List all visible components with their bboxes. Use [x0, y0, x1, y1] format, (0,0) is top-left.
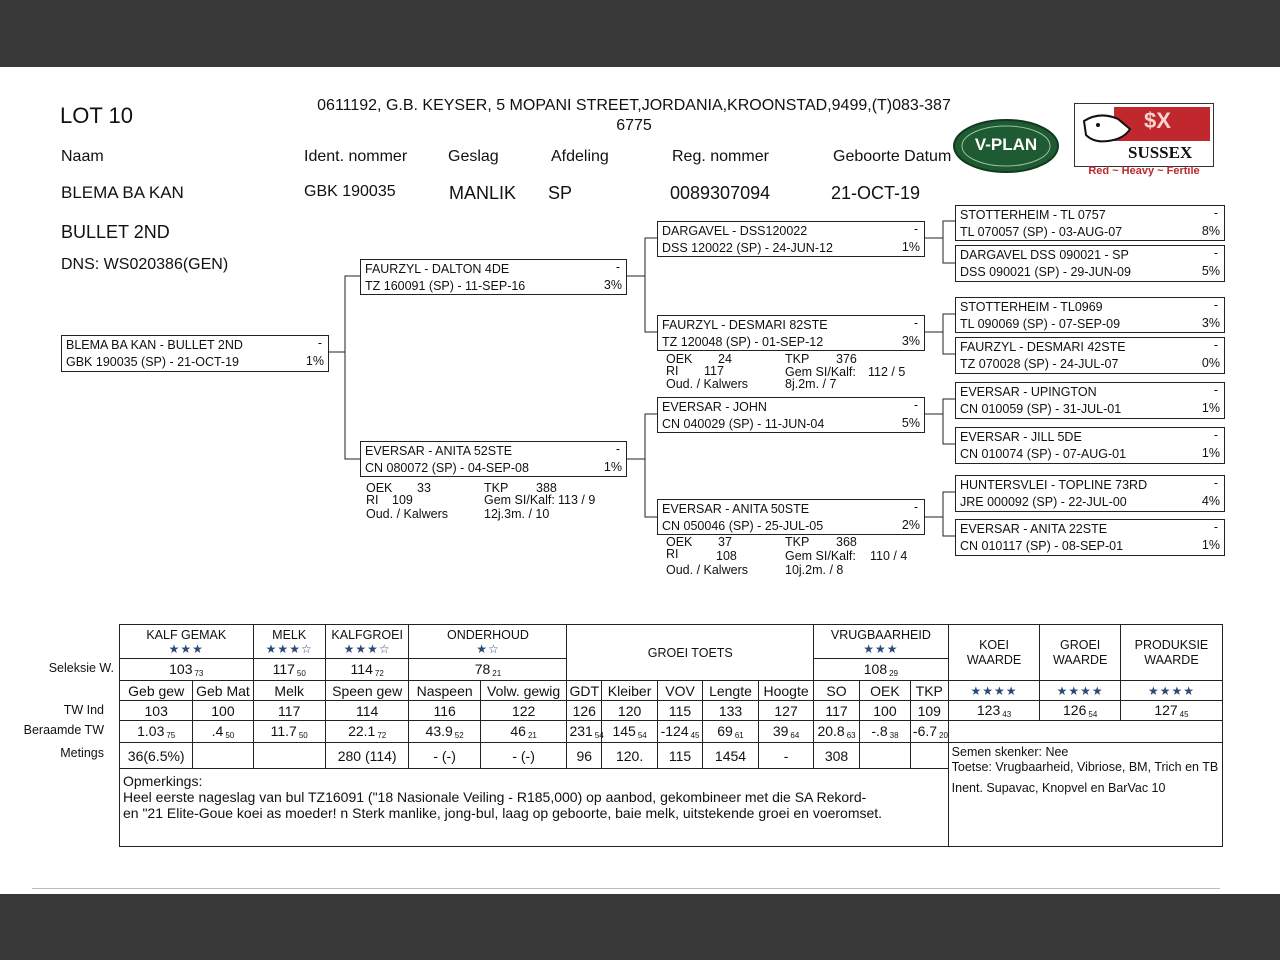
animal-reg: 0089307094	[670, 183, 771, 203]
produksie-waarde-stars-icon: ★★★★	[1120, 681, 1222, 701]
beraamde-sub: 75	[166, 731, 176, 740]
beraamde-cell	[253, 721, 325, 743]
metings-cell: - (-)	[409, 743, 480, 769]
header-geboorte: Geboorte Datum	[833, 148, 952, 165]
gg1-pct: 8%	[1201, 224, 1220, 238]
beraamde-value: 39	[772, 723, 789, 739]
beraamde-empty	[948, 721, 1222, 743]
pedigree-gg-2	[955, 245, 1225, 282]
twind-cell: 116	[409, 701, 480, 721]
pedigree-gg-7	[955, 475, 1225, 512]
sussex-tagline: Red ~ Heavy ~ Fertile	[1088, 165, 1200, 177]
header-naam: Naam	[61, 148, 104, 165]
gg5-name: EVERSAR - UPINGTON	[960, 385, 1097, 399]
dam-tkp-label: TKP	[484, 481, 509, 495]
beraamde-sub: 38	[889, 731, 899, 740]
beraamde-sub: 63	[846, 731, 856, 740]
stats-dam	[366, 481, 626, 523]
groei-label-2: WAARDE	[1052, 652, 1108, 667]
dam-ri-label: RI	[366, 493, 379, 507]
gg5-pct: 1%	[1201, 401, 1220, 415]
col-geb-gew: Geb gew	[120, 681, 193, 701]
gg2-dash: -	[1213, 246, 1218, 260]
twind-cell: 120	[602, 701, 658, 721]
gg8-name: EVERSAR - ANITA 22STE	[960, 522, 1108, 536]
pedigree-sire	[360, 259, 627, 295]
dam-oek-value: 33	[417, 481, 431, 495]
gg4-id: TZ 070028 (SP) - 24-JUL-07	[960, 357, 1119, 371]
group-groei-toets	[567, 625, 814, 681]
dam-name: EVERSAR - ANITA 52STE	[365, 444, 513, 458]
beraamde-value: 20.8	[817, 723, 845, 739]
gg2-id: DSS 090021 (SP) - 29-JUN-09	[960, 265, 1131, 279]
dd-pct: 2%	[901, 518, 920, 532]
beraamde-sub: 72	[377, 731, 387, 740]
beraamde-value: 22.1	[348, 723, 376, 739]
beraamde-sub: 64	[790, 731, 800, 740]
metings-cell	[253, 743, 325, 769]
gg5-dash: -	[1213, 383, 1218, 397]
col-tkp: TKP	[910, 681, 948, 701]
sussex-sx-mark: $X	[1144, 108, 1171, 133]
groei-label-1: GROEI	[1060, 637, 1101, 652]
beraamde-value: .4	[211, 723, 224, 739]
gg8-dash: -	[1213, 520, 1218, 534]
col-speen-gew: Speen gew	[325, 681, 409, 701]
subject-name: BLEMA BA KAN - BULLET 2ND	[66, 338, 243, 352]
pedigree-gg-4	[955, 337, 1225, 374]
gg8-id: CN 010117 (SP) - 08-SEP-01	[960, 539, 1124, 553]
twind-groei-sub: 54	[1088, 710, 1098, 719]
metings-cell: -	[759, 743, 814, 769]
col-hoogte: Hoogte	[759, 681, 814, 701]
gg6-id: CN 010074 (SP) - 07-AUG-01	[960, 447, 1127, 461]
dd-dash: -	[913, 500, 918, 514]
twind-cell: 127	[759, 701, 814, 721]
beraamde-cell	[702, 721, 758, 743]
animal-afdeling: SP	[548, 183, 573, 203]
pedigree-dam-sire	[657, 397, 925, 433]
gg7-name: HUNTERSVLEI - TOPLINE 73RD	[960, 478, 1148, 492]
beraamde-cell	[120, 721, 193, 743]
gg6-pct: 1%	[1201, 446, 1220, 460]
toetse-note: Toetse: Vrugbaarheid, Vibriose, BM, Trich en TB	[951, 760, 1219, 774]
group-vrugbaarheid	[814, 625, 949, 659]
dd-oek-value: 37	[718, 535, 732, 549]
twind-cell: 100	[193, 701, 253, 721]
seleksie-ond-value: 78	[474, 661, 491, 677]
twind-cell: 115	[658, 701, 703, 721]
lot-number: LOT 10	[60, 103, 133, 128]
beraamde-value: 43.9	[425, 723, 453, 739]
beraamde-value: 11.7	[270, 723, 297, 739]
header-ident: Ident. nommer	[304, 148, 408, 165]
dam-id: CN 080072 (SP) - 04-SEP-08	[365, 461, 529, 475]
opmerkings-line-2: en "21 Elite-Goue koei as moeder! n Sterk manlike, jong-bul, laag op geboorte, baie melk, uitstekende groei en voeromset.	[123, 805, 883, 821]
sd-oek-label: OEK	[666, 352, 693, 366]
melk-group-label: MELK	[272, 627, 307, 642]
pedigree-gg-6	[955, 427, 1225, 464]
metings-cell: 280 (114)	[325, 743, 409, 769]
seleksie-vrug-sub: 29	[889, 669, 899, 678]
dd-gem-value: 110 / 4	[870, 549, 908, 563]
ss-name: DARGAVEL - DSS120022	[662, 224, 808, 238]
gg6-dash: -	[1213, 428, 1218, 442]
beraamde-value: 1.03	[137, 723, 165, 739]
seleksie-kg-value: 114	[350, 661, 373, 677]
seleksie-ond-sub: 21	[492, 669, 502, 678]
dam-gem-value: 113 / 9	[558, 493, 596, 507]
beraamde-value: 69	[717, 723, 733, 739]
row-label-seleksie: Seleksie W.	[48, 661, 114, 675]
metings-cell: 120.	[602, 743, 658, 769]
dam-ri-value: 109	[392, 493, 413, 507]
sd-ri-label: RI	[666, 364, 679, 378]
sussex-name: SUSSEX	[1128, 143, 1193, 162]
group-produksie-waarde	[1120, 625, 1222, 681]
col-kleiber: Kleiber	[602, 681, 658, 701]
sire-pct: 3%	[603, 278, 622, 292]
twind-koei-value: 123	[976, 702, 1001, 718]
koei-label-1: KOEI	[979, 637, 1009, 652]
beraamde-cell	[658, 721, 703, 743]
seleksie-melk-sub: 50	[296, 669, 306, 678]
metings-cell	[859, 743, 910, 769]
seleksie-melk	[253, 659, 325, 681]
row-label-metings: Metings	[60, 746, 104, 760]
sire-dash: -	[615, 260, 620, 274]
sd-tkp-label: TKP	[785, 352, 810, 366]
col-vov: VOV	[658, 681, 703, 701]
semen-note: Semen skenker: Nee	[951, 745, 1069, 759]
dam-oud-label: Oud. / Kalwers	[366, 507, 448, 521]
dam-dash: -	[615, 442, 620, 456]
row-label-beraamde: Beraamde TW	[23, 723, 104, 737]
twind-cell: 133	[702, 701, 758, 721]
metings-cell	[910, 743, 948, 769]
kalfgroei-stars-icon: ★★★☆	[343, 641, 391, 656]
pedigree-dam-dam	[657, 499, 925, 535]
group-groei-waarde	[1040, 625, 1121, 681]
sd-gem-label: Gem SI/Kalf:	[785, 365, 856, 379]
beraamde-sub: 61	[734, 731, 744, 740]
gg7-id: JRE 000092 (SP) - 22-JUL-00	[960, 495, 1127, 509]
ss-id: DSS 120022 (SP) - 24-JUN-12	[662, 241, 833, 255]
gg4-pct: 0%	[1201, 356, 1220, 370]
onderhoud-stars-icon: ★☆	[476, 641, 500, 656]
twind-row	[120, 701, 1223, 721]
opmerkings-label: Opmerkings:	[123, 773, 203, 789]
gg3-name: STOTTERHEIM - TL0969	[960, 300, 1103, 314]
opmerkings-panel	[120, 769, 949, 847]
pedigree-gg-8	[955, 519, 1225, 556]
beraamde-value: -6.7	[912, 723, 938, 739]
twind-groei	[1040, 701, 1121, 721]
gg7-dash: -	[1213, 476, 1218, 490]
header-afdeling: Afdeling	[551, 148, 609, 165]
sd-oud-label: Oud. / Kalwers	[666, 377, 748, 391]
animal-ident: GBK 190035	[304, 183, 396, 200]
pedigree-dam	[360, 441, 627, 477]
column-header-row	[120, 681, 1223, 701]
gg2-name: DARGAVEL DSS 090021 - SP	[960, 248, 1129, 262]
gg3-pct: 3%	[1201, 316, 1220, 330]
beraamde-cell	[814, 721, 860, 743]
dam-gem-label: Gem SI/Kalf:	[484, 493, 555, 507]
group-kalf-gemak	[120, 625, 254, 659]
metings-cell: 36(6.5%)	[120, 743, 193, 769]
subject-id: GBK 190035 (SP) - 21-OCT-19	[66, 355, 239, 369]
gg7-pct: 4%	[1201, 494, 1220, 508]
subject-pct: 1%	[305, 354, 324, 368]
beraamde-value: -.8	[871, 723, 888, 739]
gg3-dash: -	[1213, 298, 1218, 312]
sd-tkp-value: 376	[836, 352, 857, 366]
inent-note: Inent. Supavac, Knopvel en BarVac 10	[951, 781, 1166, 795]
ss-pct: 1%	[901, 240, 920, 254]
pedigree-sire-sire	[657, 221, 925, 257]
dd-gem-label: Gem SI/Kalf:	[785, 549, 856, 563]
twind-cell: 126	[567, 701, 602, 721]
dd-ri-label: RI	[666, 547, 679, 561]
header-reg: Reg. nommer	[672, 148, 769, 165]
seleksie-kalf	[120, 659, 254, 681]
col-so: SO	[814, 681, 860, 701]
beraamde-cell	[480, 721, 567, 743]
twind-produksie	[1120, 701, 1222, 721]
beraamde-cell	[759, 721, 814, 743]
pedigree-sire-dam	[657, 315, 925, 351]
beraamde-cell	[409, 721, 480, 743]
sd-id: TZ 120048 (SP) - 01-SEP-12	[662, 335, 824, 349]
metings-cell: 115	[658, 743, 703, 769]
seleksie-melk-value: 117	[272, 661, 295, 677]
beraamde-row	[120, 721, 1223, 743]
seleksie-kalf-sub: 73	[194, 669, 204, 678]
seleksie-vrug-value: 108	[863, 661, 888, 677]
beraamde-sub: 50	[225, 731, 235, 740]
sire-name: FAURZYL - DALTON 4DE	[365, 262, 510, 276]
twind-koei-sub: 43	[1002, 710, 1012, 719]
twind-cell: 114	[325, 701, 409, 721]
gg1-dash: -	[1213, 206, 1218, 220]
kalf-gemak-label: KALF GEMAK	[146, 627, 227, 642]
ds-pct: 5%	[901, 416, 920, 430]
sire-id: TZ 160091 (SP) - 11-SEP-16	[365, 279, 526, 293]
sd-oek-value: 24	[718, 352, 732, 366]
dd-tkp-value: 368	[836, 535, 857, 549]
group-koei-waarde	[948, 625, 1040, 681]
koei-waarde-stars-icon: ★★★★	[948, 681, 1040, 701]
vrugbaarheid-stars-icon: ★★★	[863, 641, 899, 656]
gg3-id: TL 090069 (SP) - 07-SEP-09	[960, 317, 1121, 331]
seleksie-kalfgroei	[325, 659, 409, 681]
animal-dns: DNS: WS020386(GEN)	[61, 256, 229, 273]
beraamde-cell	[567, 721, 602, 743]
row-label-twind: TW Ind	[63, 703, 104, 717]
sd-ok-value: 8j.2m. / 7	[785, 377, 837, 391]
ds-id: CN 040029 (SP) - 11-JUN-04	[662, 417, 825, 431]
dam-tkp-value: 388	[536, 481, 557, 495]
gg2-pct: 5%	[1201, 264, 1220, 278]
twind-produksie-sub: 45	[1179, 710, 1189, 719]
breeding-values-table	[119, 624, 1223, 847]
col-lengte: Lengte	[702, 681, 758, 701]
melk-stars-icon: ★★★☆	[265, 641, 313, 656]
beraamde-cell	[193, 721, 253, 743]
pedigree-subject	[61, 335, 329, 372]
seleksie-onderhoud	[409, 659, 567, 681]
dd-name: EVERSAR - ANITA 50STE	[662, 502, 810, 516]
metings-row	[120, 743, 1223, 769]
animal-name2: BULLET 2ND	[61, 222, 170, 242]
col-volw-gewig: Volw. gewig	[480, 681, 567, 701]
koei-label-2: WAARDE	[966, 652, 1022, 667]
col-gdt: GDT	[567, 681, 602, 701]
beraamde-cell	[910, 721, 948, 743]
pedigree-gg-3	[955, 297, 1225, 333]
animal-geslag: MANLIK	[449, 183, 517, 203]
twind-cell: 122	[480, 701, 567, 721]
dam-ok-value: 12j.3m. / 10	[484, 507, 550, 521]
onderhoud-label: ONDERHOUD	[446, 627, 529, 642]
beraamde-value: 231	[569, 723, 593, 739]
kalf-gemak-stars-icon: ★★★	[168, 641, 204, 656]
beraamde-cell	[325, 721, 409, 743]
dd-oud-label: Oud. / Kalwers	[666, 563, 748, 577]
metings-cell: 308	[814, 743, 860, 769]
sd-pct: 3%	[901, 334, 920, 348]
kalfgroei-label: KALFGROEI	[331, 627, 403, 642]
pedigree-gg-5	[955, 382, 1225, 419]
ss-dash: -	[913, 222, 918, 236]
ds-dash: -	[913, 398, 918, 412]
col-naspeen: Naspeen	[409, 681, 480, 701]
twind-cell: 117	[253, 701, 325, 721]
seleksie-kalf-value: 103	[169, 661, 193, 677]
gg1-id: TL 070057 (SP) - 03-AUG-07	[960, 225, 1123, 239]
beraamde-sub: 20	[939, 731, 948, 740]
dd-id: CN 050046 (SP) - 25-JUL-05	[662, 519, 824, 533]
sd-gem-value: 112 / 5	[868, 365, 906, 379]
twind-cell: 117	[814, 701, 860, 721]
beraamde-value: -124	[660, 723, 689, 739]
stats-sire-dam	[666, 352, 926, 394]
owner-line-1: 0611192, G.B. KEYSER, 5 MOPANI STREET,JORDANIA,KROONSTAD,9499,(T)083-387	[317, 97, 951, 114]
group-kalfgroei	[325, 625, 409, 659]
vrugbaarheid-label: VRUGBAARHEID	[830, 627, 931, 642]
dd-oek-label: OEK	[666, 535, 693, 549]
beraamde-cell	[602, 721, 658, 743]
beraamde-sub: 54	[637, 731, 647, 740]
dam-oek-label: OEK	[366, 481, 393, 495]
groei-waarde-stars-icon: ★★★★	[1040, 681, 1121, 701]
beraamde-sub: 54	[594, 731, 604, 740]
beraamde-value: 145	[612, 723, 636, 739]
twind-cell: 109	[910, 701, 948, 721]
metings-cell: 96	[567, 743, 602, 769]
stats-dam-dam	[666, 535, 926, 577]
metings-cell: 1454	[702, 743, 758, 769]
seleksie-vrugbaarheid	[814, 659, 949, 681]
sd-name: FAURZYL - DESMARI 82STE	[662, 318, 828, 332]
notes-panel	[948, 743, 1222, 847]
col-melk: Melk	[253, 681, 325, 701]
animal-geboorte: 21-OCT-19	[831, 183, 921, 203]
beraamde-value: 46	[510, 723, 526, 739]
seleksie-kg-sub: 72	[374, 669, 384, 678]
produksie-label-1: PRODUKSIE	[1134, 637, 1209, 652]
gg4-dash: -	[1213, 338, 1218, 352]
gg1-name: STOTTERHEIM - TL 0757	[960, 208, 1106, 222]
col-oek: OEK	[859, 681, 910, 701]
twind-koei	[948, 701, 1040, 721]
beraamde-sub: 45	[690, 731, 700, 740]
owner-line-2: 6775	[616, 117, 652, 134]
pedigree-gg-1	[955, 205, 1225, 241]
metings-cell	[193, 743, 253, 769]
subject-dash: -	[317, 336, 322, 350]
beraamde-sub: 21	[527, 731, 537, 740]
sd-ri-value: 117	[704, 364, 724, 378]
twind-produksie-value: 127	[1154, 702, 1178, 718]
beraamde-sub: 50	[298, 731, 308, 740]
metings-cell: - (-)	[480, 743, 567, 769]
vplan-text: V-PLAN	[974, 135, 1038, 154]
sd-dash: -	[913, 316, 918, 330]
gg8-pct: 1%	[1201, 538, 1220, 552]
twind-cell: 100	[859, 701, 910, 721]
ds-name: EVERSAR - JOHN	[662, 400, 767, 414]
gg6-name: EVERSAR - JILL 5DE	[960, 430, 1082, 444]
dam-pct: 1%	[603, 460, 622, 474]
dd-ok-value: 10j.2m. / 8	[785, 563, 844, 577]
beraamde-sub: 52	[454, 731, 464, 740]
dd-ri-value: 108	[716, 549, 737, 563]
header-geslag: Geslag	[448, 148, 499, 165]
col-geb-mat: Geb Mat	[193, 681, 253, 701]
groei-toets-label: GROEI TOETS	[647, 645, 733, 660]
dd-tkp-label: TKP	[785, 535, 810, 549]
produksie-label-2: WAARDE	[1144, 652, 1199, 667]
group-melk	[253, 625, 325, 659]
animal-naam: BLEMA BA KAN	[61, 183, 184, 202]
twind-groei-value: 126	[1063, 702, 1087, 718]
gg4-name: FAURZYL - DESMARI 42STE	[960, 340, 1126, 354]
gg5-id: CN 010059 (SP) - 31-JUL-01	[960, 402, 1122, 416]
group-onderhoud	[409, 625, 567, 659]
twind-cell: 103	[120, 701, 193, 721]
opmerkings-line-1: Heel eerste nageslag van bul TZ16091 ("18 Nasionale Veiling - R185,000) op aanbod, gekombineer met die SA Rekord-	[123, 789, 867, 805]
beraamde-cell	[859, 721, 910, 743]
